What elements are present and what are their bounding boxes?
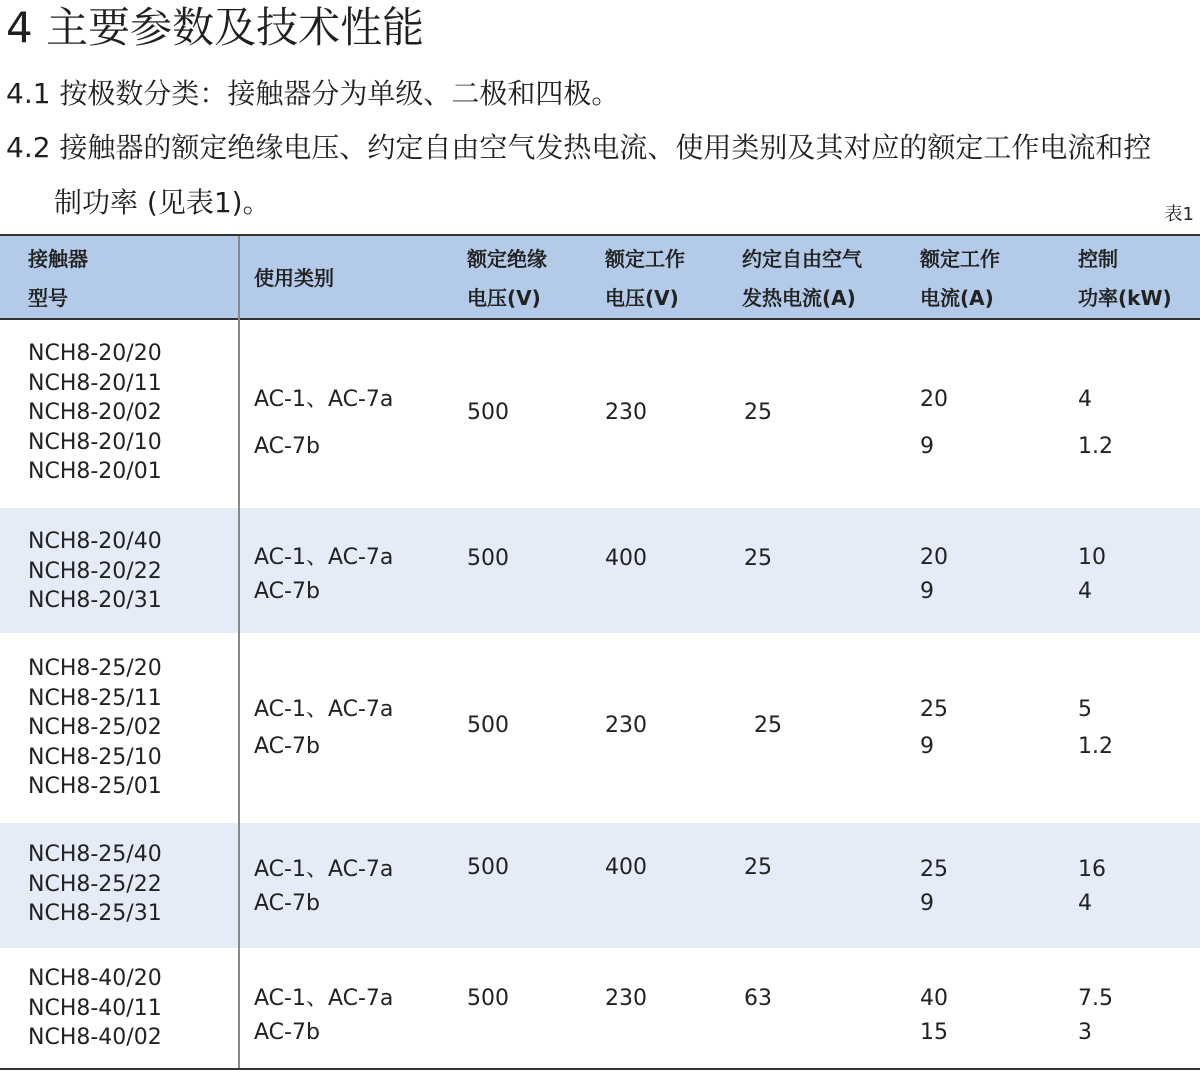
current-value: 25 bbox=[920, 697, 948, 722]
paragraph-4-2-continued: 制功率 (见表1)。 bbox=[54, 186, 271, 219]
table-row bbox=[0, 508, 1200, 633]
header-thermal-line1: 约定自由空气 bbox=[742, 247, 862, 271]
working-current-cell bbox=[920, 691, 948, 765]
power-value: 10 bbox=[1078, 545, 1106, 570]
model-list bbox=[28, 527, 162, 616]
control-power-cell bbox=[1078, 853, 1106, 921]
column-divider bbox=[238, 236, 240, 1068]
thermal-current-cell: 25 bbox=[744, 400, 772, 425]
model-cell: NCH8-25/20 bbox=[28, 656, 162, 681]
power-value: 5 bbox=[1078, 697, 1092, 722]
current-value: 9 bbox=[920, 734, 934, 759]
working-voltage-cell: 230 bbox=[605, 986, 647, 1011]
power-value: 1.2 bbox=[1078, 434, 1113, 459]
model-cell: NCH8-25/22 bbox=[28, 871, 162, 897]
model-cell: NCH8-25/11 bbox=[28, 685, 162, 711]
header-control-power bbox=[1078, 240, 1172, 318]
category-cell bbox=[254, 982, 393, 1050]
header-insulation-line2: 电压(V) bbox=[467, 286, 541, 310]
current-value: 40 bbox=[920, 986, 948, 1011]
category-cell bbox=[254, 541, 393, 609]
power-value: 16 bbox=[1078, 857, 1106, 882]
header-insulation-line1: 额定绝缘 bbox=[467, 247, 547, 271]
model-list bbox=[28, 964, 162, 1053]
model-list bbox=[28, 654, 162, 802]
category-line: AC-1、AC-7a bbox=[254, 986, 394, 1011]
header-insulation-voltage bbox=[467, 240, 547, 318]
category-line: AC-7b bbox=[254, 434, 320, 459]
category-cell bbox=[254, 853, 393, 921]
category-line: AC-7b bbox=[254, 734, 320, 759]
thermal-current-cell: 63 bbox=[744, 986, 772, 1011]
header-working-current-line2: 电流(A) bbox=[920, 286, 994, 310]
table-row bbox=[0, 948, 1200, 1068]
header-thermal-line2: 发热电流(A) bbox=[742, 286, 856, 310]
header-category: 使用类别 bbox=[254, 266, 334, 290]
header-working-current bbox=[920, 240, 1000, 318]
category-line: AC-7b bbox=[254, 891, 320, 916]
model-cell: NCH8-25/31 bbox=[28, 901, 162, 926]
model-cell: NCH8-20/40 bbox=[28, 529, 162, 554]
current-value: 9 bbox=[920, 579, 934, 604]
category-line: AC-1、AC-7a bbox=[254, 387, 394, 412]
insulation-voltage-cell: 500 bbox=[467, 713, 509, 738]
model-cell: NCH8-20/10 bbox=[28, 429, 162, 455]
model-cell: NCH8-20/22 bbox=[28, 558, 162, 584]
working-voltage-cell: 400 bbox=[605, 546, 647, 571]
working-current-cell bbox=[920, 982, 948, 1050]
working-current-cell bbox=[920, 376, 948, 470]
header-working-voltage bbox=[605, 240, 685, 318]
insulation-voltage-cell: 500 bbox=[467, 855, 509, 880]
thermal-current-cell: 25 bbox=[744, 855, 772, 880]
model-cell: NCH8-20/01 bbox=[28, 459, 162, 484]
parameter-table bbox=[0, 234, 1200, 1070]
model-cell: NCH8-25/10 bbox=[28, 744, 162, 770]
model-cell: NCH8-20/31 bbox=[28, 588, 162, 613]
control-power-cell bbox=[1078, 691, 1113, 765]
model-cell: NCH8-20/20 bbox=[28, 341, 162, 366]
power-value: 4 bbox=[1078, 891, 1092, 916]
table-row bbox=[0, 633, 1200, 823]
category-line: AC-1、AC-7a bbox=[254, 545, 394, 570]
table-header bbox=[0, 236, 1200, 320]
current-value: 20 bbox=[920, 387, 948, 412]
power-value: 3 bbox=[1078, 1020, 1092, 1045]
header-model-line1: 接触器 bbox=[28, 247, 88, 271]
model-list bbox=[28, 339, 162, 487]
current-value: 20 bbox=[920, 545, 948, 570]
current-value: 15 bbox=[920, 1020, 948, 1045]
thermal-current-cell: 25 bbox=[744, 546, 772, 571]
model-cell: NCH8-20/02 bbox=[28, 400, 162, 425]
model-cell: NCH8-40/20 bbox=[28, 966, 162, 991]
header-model bbox=[28, 240, 88, 318]
control-power-cell bbox=[1078, 376, 1113, 470]
category-line: AC-1、AC-7a bbox=[254, 857, 394, 882]
current-value: 25 bbox=[920, 857, 948, 882]
power-value: 4 bbox=[1078, 387, 1092, 412]
category-cell bbox=[254, 691, 393, 765]
working-voltage-cell: 230 bbox=[605, 400, 647, 425]
table-row bbox=[0, 320, 1200, 508]
header-model-line2: 型号 bbox=[28, 286, 68, 310]
category-line: AC-7b bbox=[254, 579, 320, 604]
insulation-voltage-cell: 500 bbox=[467, 986, 509, 1011]
power-value: 4 bbox=[1078, 579, 1092, 604]
control-power-cell bbox=[1078, 982, 1113, 1050]
working-current-cell bbox=[920, 853, 948, 921]
page-title: 4 主要参数及技术性能 bbox=[6, 3, 425, 52]
header-working-current-line1: 额定工作 bbox=[920, 247, 1000, 271]
working-voltage-cell: 400 bbox=[605, 855, 647, 880]
model-cell: NCH8-40/11 bbox=[28, 995, 162, 1021]
control-power-cell bbox=[1078, 541, 1106, 609]
table-row bbox=[0, 823, 1200, 948]
header-working-voltage-line1: 额定工作 bbox=[605, 247, 685, 271]
paragraph-4-1: 4.1 按极数分类：接触器分为单级、二极和四极。 bbox=[6, 77, 620, 110]
current-value: 9 bbox=[920, 891, 934, 916]
table-caption: 表1 bbox=[1164, 204, 1194, 225]
model-cell: NCH8-40/02 bbox=[28, 1025, 162, 1050]
insulation-voltage-cell: 500 bbox=[467, 400, 509, 425]
thermal-current-cell: 25 bbox=[754, 713, 782, 738]
header-thermal-current bbox=[742, 240, 862, 318]
paragraph-4-2: 4.2 接触器的额定绝缘电压、约定自由空气发热电流、使用类别及其对应的额定工作电流和控 bbox=[6, 131, 1152, 164]
model-cell: NCH8-25/40 bbox=[28, 842, 162, 867]
model-list bbox=[28, 840, 162, 929]
header-working-voltage-line2: 电压(V) bbox=[605, 286, 679, 310]
category-cell bbox=[254, 376, 393, 470]
model-cell: NCH8-25/01 bbox=[28, 774, 162, 799]
category-line: AC-7b bbox=[254, 1020, 320, 1045]
working-current-cell bbox=[920, 541, 948, 609]
insulation-voltage-cell: 500 bbox=[467, 546, 509, 571]
header-power-line1: 控制 bbox=[1078, 247, 1118, 271]
header-power-line2: 功率(kW) bbox=[1078, 286, 1172, 310]
current-value: 9 bbox=[920, 434, 934, 459]
power-value: 1.2 bbox=[1078, 734, 1113, 759]
model-cell: NCH8-25/02 bbox=[28, 715, 162, 740]
working-voltage-cell: 230 bbox=[605, 713, 647, 738]
model-cell: NCH8-20/11 bbox=[28, 370, 162, 396]
category-line: AC-1、AC-7a bbox=[254, 697, 394, 722]
power-value: 7.5 bbox=[1078, 986, 1113, 1011]
